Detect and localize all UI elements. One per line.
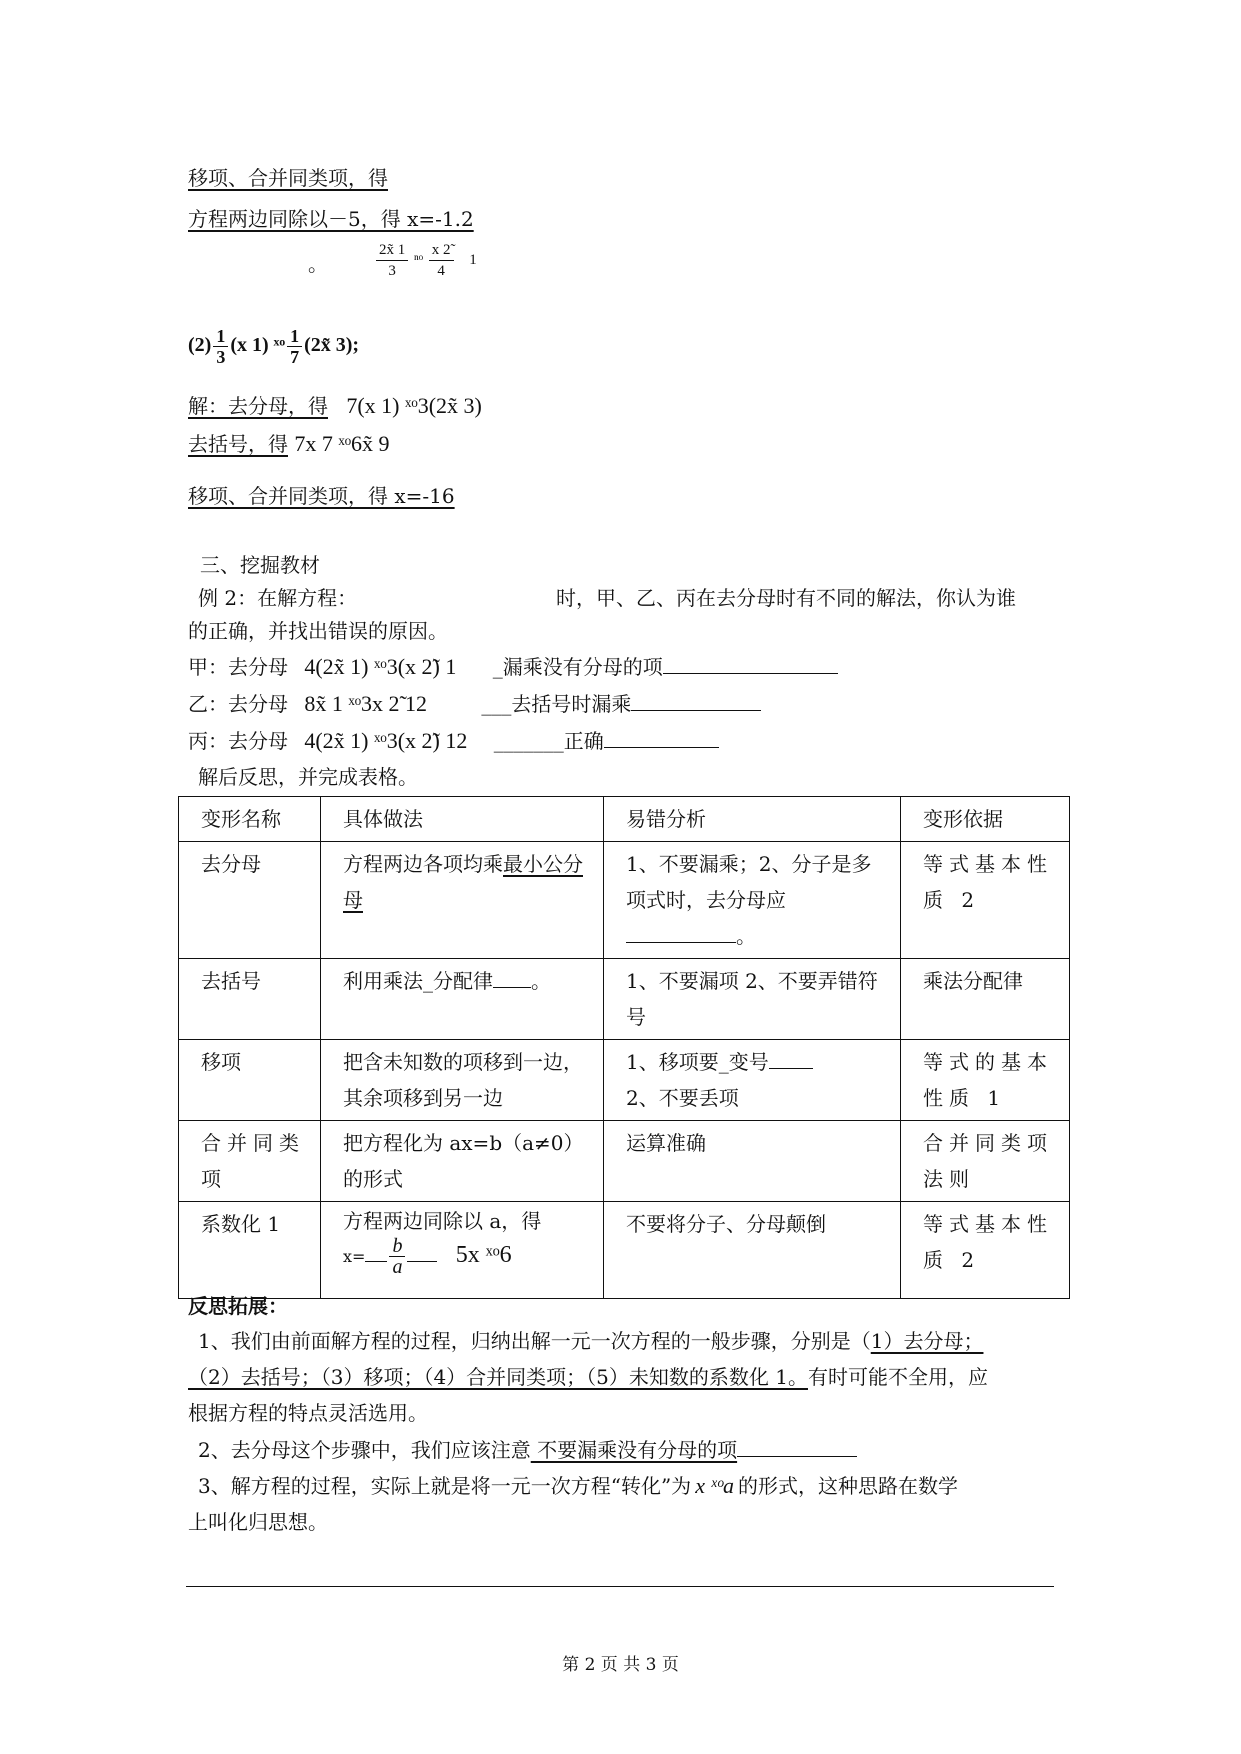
table-cell: 等式基本性质 2 — [901, 842, 1070, 959]
equation-2: (2) $\frac{1}{3}$ (x 1) ˣᵒ $\frac{1}{7}$ (2x̃ 3); — [188, 326, 360, 367]
method-table — [178, 796, 1070, 1299]
equation-1: $\frac{2x̃ 1}{3}$ ⁿᵒ $\frac{x 2̃}{4}$ 1 — [374, 240, 477, 281]
line-divide: 方程两边同除以－5，得 x=-1.2 — [188, 207, 474, 231]
table-cell: 等式基本性质 2 — [901, 1202, 1070, 1299]
table-row — [179, 1121, 1070, 1202]
header-cell: 变形名称 — [179, 797, 321, 842]
row-yi: 乙：去分母 8x̃ 1 ˣᵒ3x 2̃ 12 ___去括号时漏乘 — [188, 690, 761, 718]
header-cell: 易错分析 — [604, 797, 901, 842]
reflect-instruction: 解后反思，并完成表格。 — [198, 765, 418, 789]
row-jia: 甲：去分母 4(2x̃ 1) ˣᵒ3(x 2̃) 1 _漏乘没有分母的项 — [188, 653, 838, 681]
example-intro-end: 的正确，并找出错误的原因。 — [188, 619, 448, 643]
table-cell: 把含未知数的项移到一边，其余项移到另一边 — [321, 1040, 604, 1121]
table-cell: 利用乘法_分配律 。 — [321, 959, 604, 1040]
table-row — [179, 959, 1070, 1040]
footer-rule — [186, 1586, 1054, 1587]
table-cell: 1、移项要_变号 2、不要丢项 — [604, 1040, 901, 1121]
table-cell: 等式的基本性质 1 — [901, 1040, 1070, 1121]
stray-period: 。 — [308, 252, 328, 276]
expand-p2: 2、去分母这个步骤中，我们应该注意 不要漏乘没有分母的项 — [198, 1436, 857, 1464]
section-heading: 三、挖掘教材 — [200, 553, 320, 577]
table-cell: 1、不要漏乘；2、分子是多项式时，去分母应 。 — [604, 842, 901, 959]
example-intro: 例 2：在解方程： — [198, 586, 358, 610]
row-bing: 丙：去分母 4(2x̃ 1) ˣᵒ3(x 2̃) 12 _______正确 — [188, 727, 719, 755]
expand-p3-line2: 上叫化归思想。 — [188, 1510, 328, 1534]
table-cell: 运算准确 — [604, 1121, 901, 1202]
table-cell: 方程两边同除以 a，得 x= $\frac{b}{a}$ 5x ˣᵒ6 — [321, 1202, 604, 1299]
expand-p1-line3: 根据方程的特点灵活选用。 — [188, 1401, 428, 1425]
expand-heading: 反思拓展： — [188, 1294, 288, 1318]
table-header-row — [179, 797, 1070, 842]
solution-line: 解：去分母，得 7(x 1) ˣᵒ3(2x̃ 3) — [188, 393, 482, 418]
line-move-combine: 移项、合并同类项，得 — [188, 166, 388, 190]
table-cell: 合并同类项 — [179, 1121, 321, 1202]
table-row — [179, 842, 1070, 959]
table-cell: 乘法分配律 — [901, 959, 1070, 1040]
table-cell: 去分母 — [179, 842, 321, 959]
table-row — [179, 1202, 1070, 1299]
page-footer: 第 2 页 共 3 页 — [562, 1655, 679, 1675]
table-cell: 方程两边各项均乘最小公分母 — [321, 842, 604, 959]
expand-p1-line1: 1、我们由前面解方程的过程，归纳出解一元一次方程的一般步骤，分别是（1）去分母； — [198, 1329, 984, 1353]
table-cell: 去括号 — [179, 959, 321, 1040]
table-cell: 1、不要漏项 2、不要弄错符号 — [604, 959, 901, 1040]
expand-p1-line2: （2）去括号；（3）移项；（4）合并同类项；（5）未知数的系数化 1。有时可能不全用，应 — [188, 1365, 988, 1389]
example-intro-cont: 时，甲、乙、丙在去分母时有不同的解法，你认为谁 — [556, 586, 1016, 610]
expand-p3-line1: 3、解方程的过程，实际上就是将一元一次方程“转化”为 x ˣᵒa 的形式，这种思路在数学 — [198, 1473, 958, 1498]
table-cell: 系数化 1 — [179, 1202, 321, 1299]
table-cell: 不要将分子、分母颠倒 — [604, 1202, 901, 1299]
header-cell: 具体做法 — [321, 797, 604, 842]
header-cell: 变形依据 — [901, 797, 1070, 842]
table-cell: 合并同类项法则 — [901, 1121, 1070, 1202]
expand-brackets-line: 去括号，得 7x 7 ˣᵒ6x̃ 9 — [188, 431, 390, 456]
table-cell: 移项 — [179, 1040, 321, 1121]
table-row — [179, 1040, 1070, 1121]
line-result: 移项、合并同类项，得 x=-16 — [188, 484, 455, 508]
table-cell: 把方程化为 ax=b（a≠0）的形式 — [321, 1121, 604, 1202]
